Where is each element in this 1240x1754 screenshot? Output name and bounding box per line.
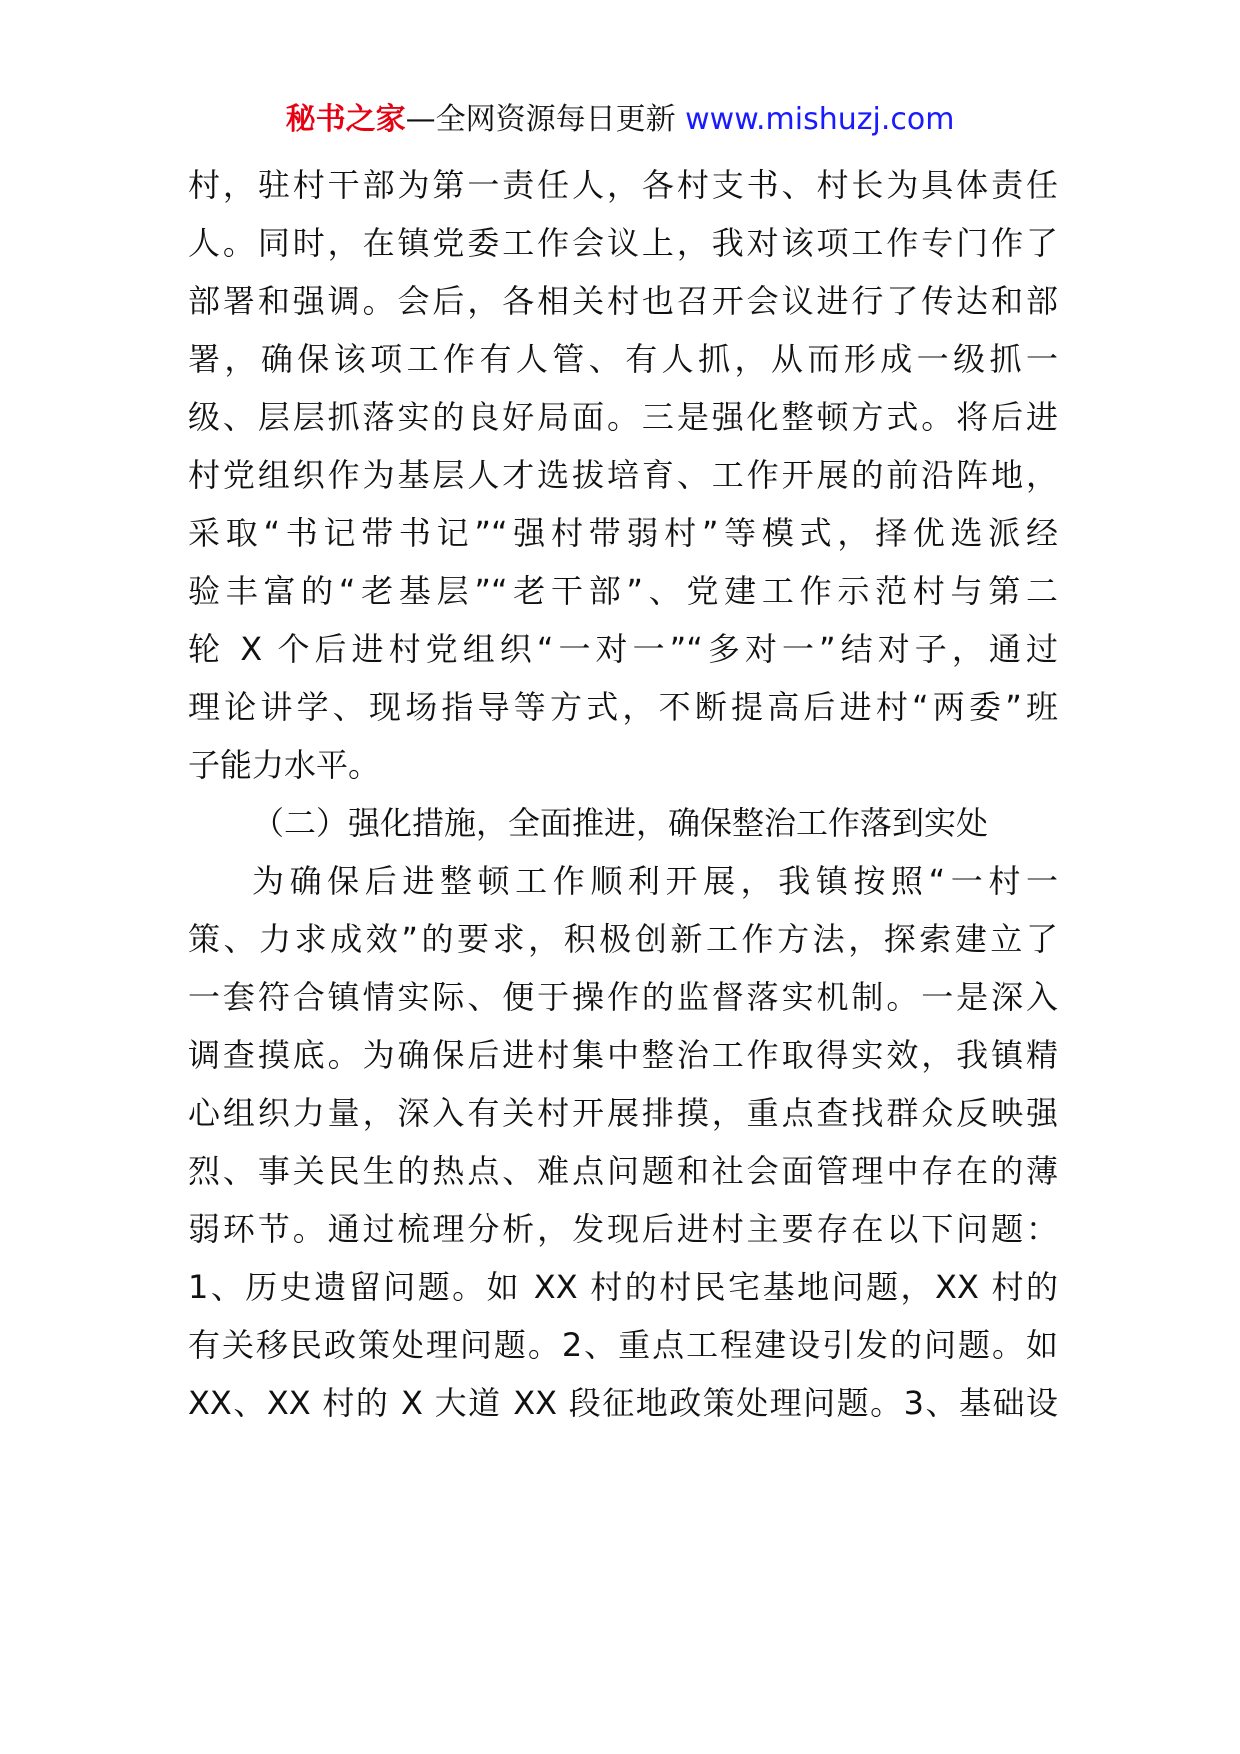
website-link[interactable]: www.mishuzj.com [685, 102, 955, 137]
brand-name: 秘书之家 [285, 102, 406, 137]
text-line: 署，确保该项工作有人管、有人抓，从而形成一级抓一 [188, 340, 1058, 378]
text-line: 验丰富的“老基层”“老干部”、党建工作示范村与第二 [188, 572, 1058, 610]
text-line: 部署和强调。会后，各相关村也召开会议进行了传达和部 [188, 282, 1058, 320]
text-line: 心组织力量，深入有关村开展排摸，重点查找群众反映强 [188, 1094, 1058, 1132]
text-line: 人。同时，在镇党委工作会议上，我对该项工作专门作了 [188, 224, 1058, 262]
section-heading: （二）强化措施，全面推进，确保整治工作落到实处 [252, 804, 989, 842]
text-line: 一套符合镇情实际、便于操作的监督落实机制。一是深入 [188, 978, 1058, 1016]
header-tagline: —全网资源每日更新 [405, 102, 686, 137]
text-line: 理论讲学、现场指导等方式，不断提高后进村“两委”班 [188, 688, 1058, 726]
text-line: 轮 X 个后进村党组织“一对一”“多对一”结对子，通过 [188, 630, 1058, 668]
text-line: 烈、事关民生的热点、难点问题和社会面管理中存在的薄 [188, 1152, 1058, 1190]
text-line: 为确保后进整顿工作顺利开展，我镇按照“一村一 [252, 862, 1058, 900]
text-line: 级、层层抓落实的良好局面。三是强化整顿方式。将后进 [188, 398, 1058, 436]
text-line: 1、历史遗留问题。如 XX 村的村民宅基地问题，XX 村的 [188, 1268, 1058, 1306]
text-line: 村，驻村干部为第一责任人，各村支书、村长为具体责任 [188, 166, 1058, 204]
text-line: 采取“书记带书记”“强村带弱村”等模式，择优选派经 [188, 514, 1058, 552]
page-header [0, 98, 1240, 142]
text-line: 子能力水平。 [188, 746, 381, 784]
text-line: XX、XX 村的 X 大道 XX 段征地政策处理问题。3、基础设 [188, 1384, 1058, 1422]
text-line: 策、力求成效”的要求，积极创新工作方法，探索建立了 [188, 920, 1058, 958]
text-line: 有关移民政策处理问题。2、重点工程建设引发的问题。如 [188, 1326, 1058, 1364]
text-line: 村党组织作为基层人才选拔培育、工作开展的前沿阵地， [188, 456, 1058, 494]
text-line: 弱环节。通过梳理分析，发现后进村主要存在以下问题： [188, 1210, 1058, 1248]
text-line: 调查摸底。为确保后进村集中整治工作取得实效，我镇精 [188, 1036, 1058, 1074]
